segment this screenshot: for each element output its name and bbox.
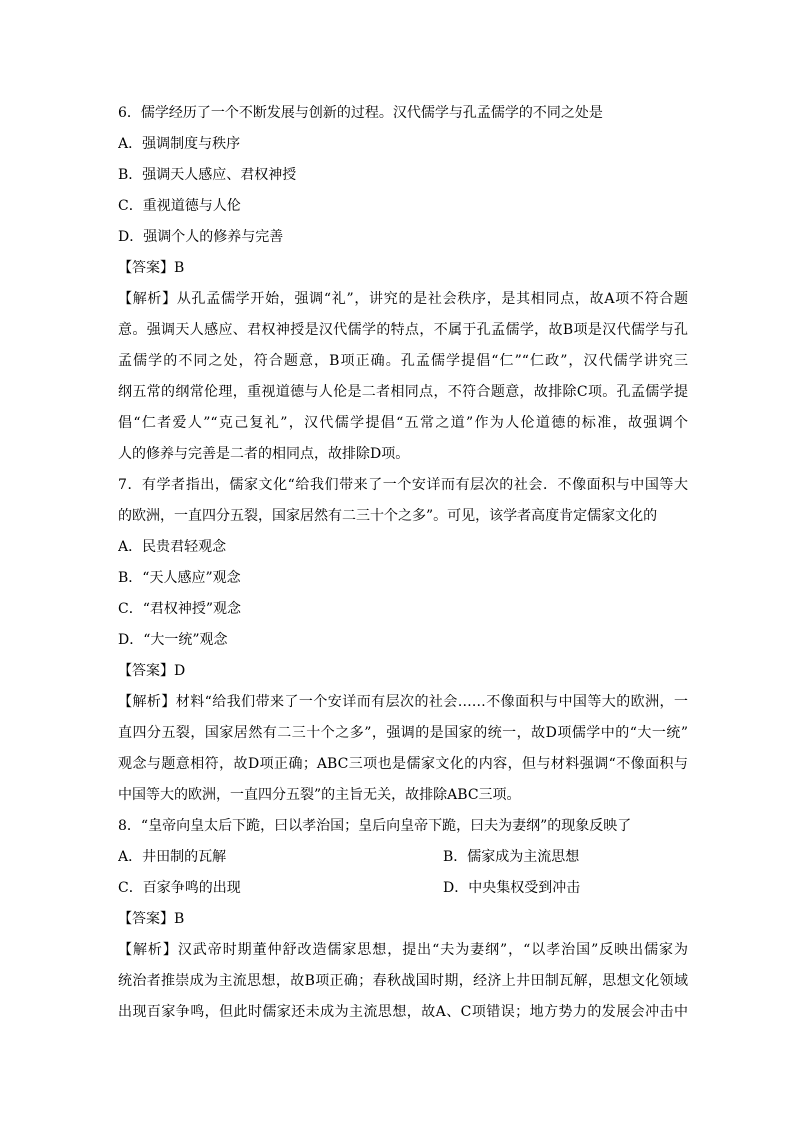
question-8-option-d: D．中央集权受到冲击 [443, 880, 581, 896]
question-7-option-c: C．“君权神授”观念 [118, 601, 242, 617]
question-6-option-a: A．强调制度与秩序 [118, 136, 241, 152]
question-8-analysis-line: 统治者推崇成为主流思想，故B项正确；春秋战国时期，经济上井田制瓦解，思想文化领域 [118, 973, 688, 989]
question-7-stem: 的欧洲，一直四分五裂，国家居然有二三十个之多”。可见，该学者高度肯定儒家文化的 [118, 508, 658, 524]
question-8-option-c: C．百家争鸣的出现 [118, 880, 241, 896]
question-6-option-c: C．重视道德与人伦 [118, 198, 241, 214]
question-7-option-d: D．“大一统”观念 [118, 632, 228, 648]
question-6-analysis-line: 孟儒学的不同之处，符合题意，B项正确。孔孟儒学提倡“仁”“仁政”，汉代儒学讲究三 [118, 353, 688, 369]
question-8-analysis-line: 出现百家争鸣，但此时儒家还未成为主流思想，故A、C项错误；地方势力的发展会冲击中 [118, 1004, 688, 1020]
question-7-analysis-line: 【解析】材料“给我们带来了一个安详而有层次的社会……不像面积与中国等大的欧洲，一 [118, 694, 688, 710]
question-7-option-b: B．“天人感应”观念 [118, 570, 241, 586]
question-8-analysis-line: 【解析】汉武帝时期董仲舒改造儒家思想，提出“夫为妻纲”，“以孝治国”反映出儒家为 [118, 942, 688, 958]
question-7-analysis-line: 观念与题意相符，故D项正确；ABC三项也是儒家文化的内容，但与材料强调“不像面积与 [118, 756, 688, 772]
question-6-analysis-line: 意。强调天人感应、君权神授是汉代儒学的特点，不属于孔孟儒学，故B项是汉代儒学与孔 [118, 322, 688, 338]
question-7-analysis-line: 直四分五裂，国家居然有二三十个之多”，强调的是国家的统一，故D项儒学中的“大一统” [118, 725, 688, 741]
question-7-analysis-line: 中国等大的欧洲，一直四分五裂”的主旨无关，故排除ABC三项。 [118, 787, 521, 803]
question-6-analysis-line: 纲五常的纲常伦理，重视道德与人伦是二者相同点，不符合题意，故排除C项。孔孟儒学提 [118, 384, 688, 400]
question-6-stem: 6．儒学经历了一个不断发展与创新的过程。汉代儒学与孔孟儒学的不同之处是 [118, 105, 603, 121]
question-8-option-b: B．儒家成为主流思想 [443, 849, 580, 865]
question-6-analysis-line: 人的修养与完善是二者的相同点，故排除D项。 [118, 446, 410, 462]
question-6-analysis-line: 倡“仁者爱人”“克己复礼”，汉代儒学提倡“五常之道”作为人伦道德的标准，故强调个 [118, 415, 688, 431]
question-8-answer: 【答案】B [118, 911, 185, 927]
question-8-stem: 8．“皇帝向皇太后下跪，曰以孝治国；皇后向皇帝下跪，曰夫为妻纲”的现象反映了 [118, 818, 632, 834]
question-7-option-a: A．民贵君轻观念 [118, 539, 227, 555]
question-6-option-b: B．强调天人感应、君权神授 [118, 167, 297, 183]
question-6-answer: 【答案】B [118, 260, 185, 276]
question-6-option-d: D．强调个人的修养与完善 [118, 229, 284, 245]
question-7-answer: 【答案】D [118, 663, 186, 679]
question-6-analysis-line: 【解析】从孔孟儒学开始，强调“礼”，讲究的是社会秩序，是其相同点，故A项不符合题 [118, 291, 688, 307]
question-7-stem: 7．有学者指出，儒家文化“给我们带来了一个安详而有层次的社会．不像面积与中国等大 [118, 477, 688, 493]
question-8-option-a: A．井田制的瓦解 [118, 849, 227, 865]
